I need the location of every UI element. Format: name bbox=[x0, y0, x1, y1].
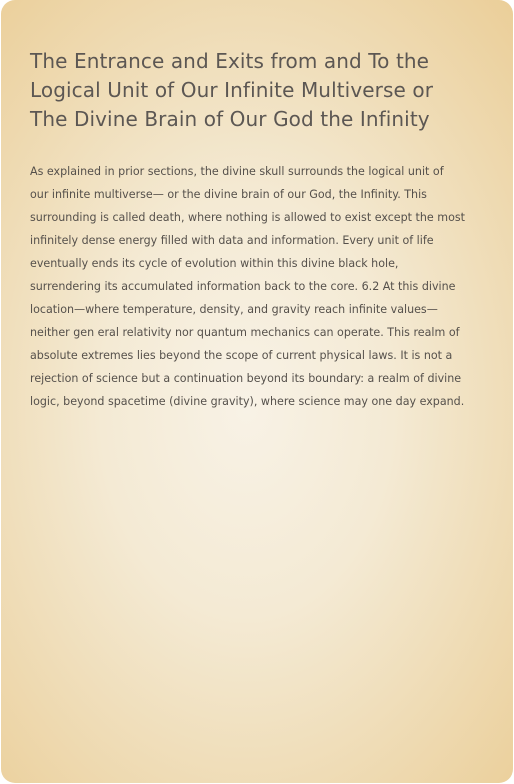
document-card bbox=[1, 0, 513, 783]
body-paragraph: As explained in prior sections, the divine skull surrounds the logical unit of our infinite multiverse— or the divine brain of our God, the Infinity. This surrounding is called death, where nothing is allowed to exist except the most infinitely dense energy filled with data and information. Every unit of life eventually ends its cycle of evolution within this divine black hole, surrendering its accumulated information back to the core. 6.2 At this divine location—where temperature, density, and gravity reach infinite values— neither gen eral relativity nor quantum mechanics can operate. This realm of absolute extremes lies beyond the scope of current physical laws. It is not a rejection of science but a continuation beyond its boundary: a realm of divine logic, beyond spacetime (divine gravity), where science may one day expand. bbox=[30, 165, 465, 408]
page-title: The Entrance and Exits from and To the Logical Unit of Our Infinite Multiverse or The Divine Brain of Our God the Infinity bbox=[30, 49, 434, 131]
